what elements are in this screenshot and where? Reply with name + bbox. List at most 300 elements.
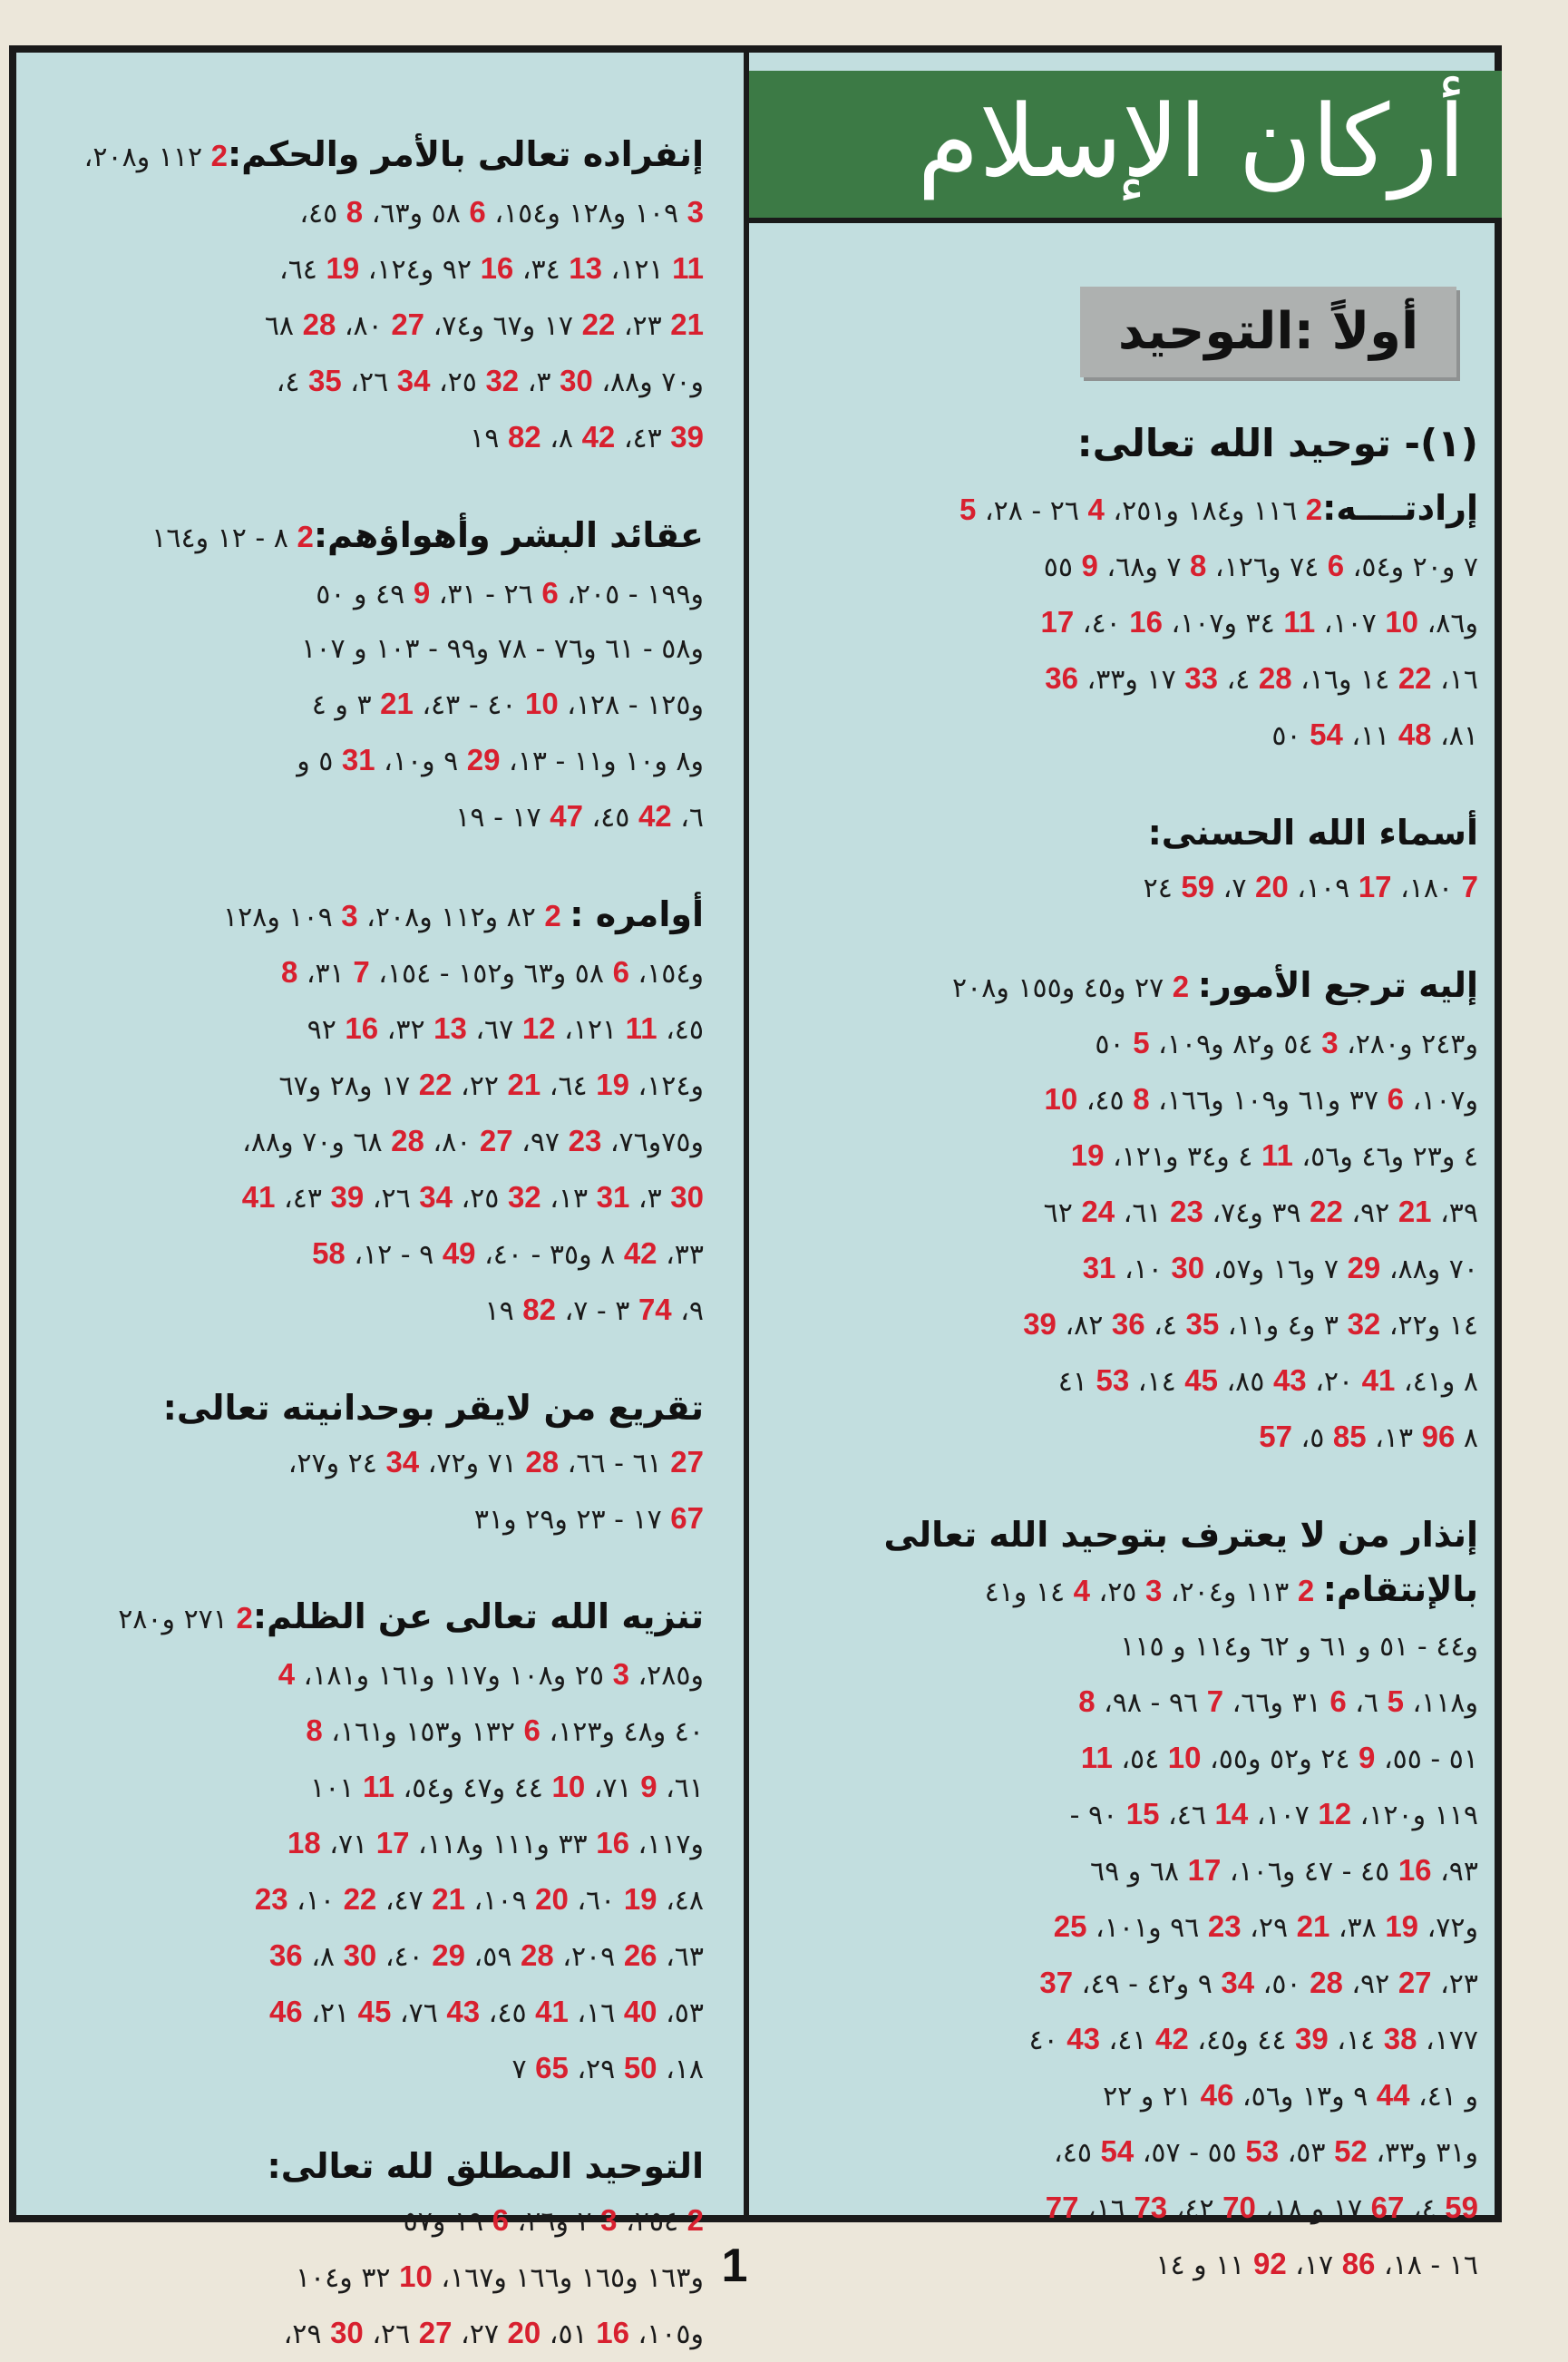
surah-number: 4 <box>1087 493 1105 526</box>
reference-line <box>40 127 704 185</box>
verse-numbers: ٩٦ و١٠١، <box>1086 1912 1208 1944</box>
verse-numbers: ٦١، <box>657 1772 704 1804</box>
surah-number: 39 <box>330 1180 365 1214</box>
verse-numbers: ٢٥٤، <box>617 2206 687 2238</box>
surah-number: 31 <box>341 743 375 776</box>
surah-number: 20 <box>507 2316 541 2349</box>
reference-line <box>773 1620 1478 1674</box>
surah-number: 14 <box>1214 1797 1249 1830</box>
surah-number: 2 <box>687 2203 704 2237</box>
reference-line <box>40 622 704 677</box>
verse-numbers: ٥٠، <box>1254 1968 1310 2000</box>
verse-numbers: و٣١ و٣٣، <box>1367 2137 1478 2169</box>
surah-number: 10 <box>1044 1082 1078 1116</box>
reference-line <box>773 1185 1478 1241</box>
verse-numbers: ١٤، <box>1328 2025 1384 2056</box>
surah-number: 54 <box>1310 717 1343 751</box>
reference-line <box>40 1283 704 1339</box>
verse-numbers: ٦٨ <box>264 310 303 342</box>
verse-numbers: ٤٦، <box>1159 1800 1215 1831</box>
verse-numbers: و٨٦، <box>1418 608 1478 639</box>
surah-number: 39 <box>670 420 704 454</box>
verse-numbers: و١٢٥ - ١٢٨، <box>558 689 704 721</box>
surah-number: 3 <box>687 195 704 229</box>
surah-number: 9 <box>413 576 431 610</box>
surah-number: 46 <box>268 1995 303 2028</box>
verse-numbers: و١٦٣ و١٦٥ و١٦٦ و١٦٧، <box>432 2262 704 2294</box>
surah-number: 21 <box>1296 1909 1330 1943</box>
verse-numbers: ٥٤، <box>1112 1743 1168 1775</box>
verse-numbers: ١٧، <box>1286 2250 1342 2281</box>
verse-numbers: ٢١، <box>302 1997 358 2029</box>
surah-number: 30 <box>560 364 593 397</box>
surah-number: 8 <box>280 955 298 989</box>
surah-number: 29 <box>466 743 501 776</box>
surah-number: 6 <box>1327 549 1345 582</box>
reference-line <box>773 1899 1478 1956</box>
surah-number: 5 <box>1387 1684 1404 1718</box>
verse-numbers: ٨ و٣٥ - ٤٠، <box>475 1239 624 1271</box>
reference-line <box>773 1956 1478 2012</box>
verse-numbers: ٢٥، <box>452 1183 508 1215</box>
surah-number: 42 <box>623 1236 657 1270</box>
verse-numbers: ٩، <box>671 1295 704 1327</box>
surah-number: 16 <box>1398 1853 1432 1887</box>
surah-number: 2 <box>210 139 228 172</box>
surah-number: 12 <box>1318 1797 1352 1830</box>
banner-title: أركان الإسلام <box>917 83 1466 200</box>
verse-numbers: ٧ و٦٨، <box>1097 551 1191 583</box>
reference-line <box>40 1170 704 1226</box>
verse-numbers: ٣١ و٦٦، <box>1223 1687 1330 1719</box>
surah-number: 4 <box>1073 1574 1090 1607</box>
surah-number: 58 <box>312 1236 346 1270</box>
surah-number: 32 <box>485 364 520 397</box>
verse-numbers: ٧، <box>1214 873 1255 904</box>
reference-line <box>773 1128 1478 1185</box>
surah-number: 9 <box>1081 549 1098 582</box>
inline-heading: بالإنتقام: <box>1322 1569 1478 1609</box>
verse-numbers <box>1189 972 1198 1004</box>
verse-numbers: ٤، <box>1144 1310 1186 1342</box>
inline-heading: تنزيه الله تعالى عن الظلم: <box>252 1596 704 1636</box>
surah-number: 8 <box>1133 1082 1150 1116</box>
surah-number: 73 <box>1134 2191 1168 2224</box>
surah-number: 44 <box>1376 2078 1410 2112</box>
surah-number: 53 <box>1245 2134 1280 2168</box>
reference-line <box>773 1562 1478 1620</box>
verse-numbers: و٧٥و٧٦، <box>601 1127 704 1158</box>
verse-numbers: ١٧ و٣٣، <box>1077 664 1185 696</box>
verse-numbers: ١١٦ و١٨٤ و٢٥١، <box>1104 495 1306 527</box>
verse-numbers: ١٣، <box>1366 1422 1422 1454</box>
verse-numbers: و٧٠ و٨٨، <box>592 366 704 398</box>
verse-numbers: ٧٠ و٨٨، <box>1380 1254 1478 1285</box>
verse-numbers: ٩٢ و١٢٤، <box>359 254 481 286</box>
verse-numbers: ١١، <box>1342 720 1398 752</box>
reference-line <box>40 1226 704 1283</box>
verse-numbers: ١٩ <box>484 1295 523 1327</box>
verse-numbers: ١٠٩، <box>1288 873 1359 904</box>
verse-numbers <box>1314 1576 1323 1608</box>
verse-numbers: ٤١ <box>1057 1366 1096 1398</box>
reference-line <box>40 410 704 466</box>
verse-numbers: ٩٠ - <box>1069 1800 1126 1831</box>
verse-numbers: ٤٥، <box>480 1997 536 2029</box>
verse-numbers: ٢٩، <box>1241 1912 1297 1944</box>
verse-numbers: و٢٨٥، <box>628 1660 704 1692</box>
surah-number: 6 <box>492 2203 510 2237</box>
verse-numbers: ٥٠ <box>1095 1029 1134 1060</box>
reference-line <box>40 1816 704 1872</box>
surah-number: 18 <box>287 1826 321 1859</box>
verse-numbers: ٤، <box>1217 664 1259 696</box>
reference-line <box>40 733 704 789</box>
verse-numbers: ٦، <box>1346 1687 1388 1719</box>
reference-line <box>773 860 1478 916</box>
verse-numbers: ٤٤ و٤٥، <box>1188 2025 1295 2056</box>
surah-number: 23 <box>568 1124 602 1157</box>
verse-numbers: ٣١، <box>297 958 354 990</box>
verse-numbers: ١٨، <box>657 2054 704 2085</box>
reference-line <box>40 2041 704 2097</box>
surah-number: 5 <box>959 493 977 526</box>
verse-numbers: ٢٤ و٥٢ و٥٥، <box>1201 1743 1359 1775</box>
surah-number: 17 <box>1040 605 1075 639</box>
surah-number: 25 <box>1053 1909 1087 1943</box>
verse-numbers: ٩ و٤٢ - ٤٩، <box>1073 1968 1222 2000</box>
surah-number: 19 <box>623 1882 657 1916</box>
surah-number: 43 <box>446 1995 481 2028</box>
inline-heading: إرادتــــه: <box>1322 488 1478 528</box>
verse-numbers: ٩٢، <box>1342 1197 1398 1229</box>
surah-number: 46 <box>1200 2078 1234 2112</box>
reference-line <box>40 1058 704 1114</box>
verse-numbers: ٢٣، <box>1431 1968 1478 2000</box>
reference-line <box>773 1353 1478 1410</box>
surah-number: 41 <box>241 1180 276 1214</box>
verse-numbers: ٣٤ و١٠٧، <box>1162 608 1284 639</box>
verse-numbers: ١٧ - ٢٣ و٢٩ و٣١ <box>473 1504 671 1536</box>
surah-number: 70 <box>1222 2191 1256 2224</box>
surah-number: 15 <box>1125 1797 1160 1830</box>
verse-numbers: ٤٨، <box>657 1885 704 1917</box>
surah-number: 3 <box>612 1657 629 1691</box>
verse-numbers: ٧ و١٦ و٥٧، <box>1204 1254 1348 1285</box>
surah-number: 16 <box>1129 605 1163 639</box>
surah-number: 24 <box>1081 1195 1115 1228</box>
verse-numbers: ٧ <box>511 2054 536 2085</box>
verse-numbers: و١١٧، <box>628 1829 704 1860</box>
verse-numbers: ٨٢ و١١٢ و٢٠٨، <box>357 902 545 933</box>
verse-numbers: ٦٤، <box>279 254 326 286</box>
surah-number: 39 <box>1023 1307 1057 1341</box>
verse-numbers: ١٧ - ١٩ <box>455 802 550 834</box>
verse-numbers: ٧ و٢٠ و٥٤، <box>1344 551 1478 583</box>
verse-numbers: ١٧ و٢٨ و٦٧ <box>278 1070 419 1102</box>
verse-numbers: و١٢٤، <box>628 1070 704 1102</box>
surah-number: 42 <box>638 799 672 833</box>
surah-number: 34 <box>396 364 431 397</box>
reference-line <box>773 2124 1478 2181</box>
verse-numbers: ١٠، <box>1115 1254 1172 1285</box>
reference-line <box>773 1016 1478 1072</box>
reference-line <box>773 1410 1478 1466</box>
surah-number: 19 <box>1385 1909 1419 1943</box>
surah-number: 28 <box>391 1124 424 1157</box>
verse-numbers: ٩٢ <box>307 1014 346 1046</box>
verse-numbers: ١٤ و١٦، <box>1291 664 1398 696</box>
surah-number: 36 <box>1045 661 1078 695</box>
verse-numbers: ٩٣، <box>1431 1856 1478 1888</box>
surah-number: 45 <box>357 1995 392 2028</box>
reference-line <box>773 1674 1478 1731</box>
surah-number: 37 <box>1039 1966 1074 1999</box>
verse-numbers: ١٧٧، <box>1417 2025 1478 2056</box>
surah-number: 11 <box>363 1770 394 1803</box>
surah-number: 30 <box>343 1938 377 1972</box>
surah-number: 43 <box>1272 1363 1307 1397</box>
surah-number: 7 <box>1461 870 1478 903</box>
verse-numbers: ٨، <box>302 1941 344 1973</box>
verse-numbers: ٣ - ٧، <box>556 1295 638 1327</box>
verse-numbers: ٤٥، <box>1077 1085 1134 1117</box>
surah-number: 4 <box>278 1657 296 1691</box>
reference-line <box>40 354 704 410</box>
surah-number: 34 <box>385 1445 420 1479</box>
verse-numbers: ٤٠ <box>1028 2025 1067 2056</box>
reference-line <box>773 595 1478 651</box>
verse-numbers: ١٩ <box>470 423 508 454</box>
verse-numbers: ٦٨ و ٦٩ <box>1090 1856 1188 1888</box>
verse-numbers: و ٤١، <box>1409 2081 1478 2113</box>
verse-numbers: ٦، <box>671 802 704 834</box>
verse-numbers: ٦٢ <box>1043 1197 1082 1229</box>
verse-numbers: ١٤ و٢٢، <box>1380 1310 1478 1342</box>
reference-line <box>40 1114 704 1170</box>
title-banner <box>749 71 1502 223</box>
reference-line <box>40 1435 704 1491</box>
verse-numbers: ٤٠ و٤٨ و١٢٣، <box>540 1716 704 1748</box>
verse-numbers: ١٩ و٥٧ <box>403 2206 492 2238</box>
verse-numbers: ٣٢ و١٠٤ <box>295 2262 400 2294</box>
verse-numbers: ١٠٩، <box>465 1885 536 1917</box>
index-section <box>773 805 1478 916</box>
verse-numbers: ٦٧، <box>466 1014 522 1046</box>
section-subheading: أولاً :التوحيد <box>1080 287 1456 377</box>
index-section <box>40 127 704 466</box>
verse-numbers: ٤٣، <box>275 1183 331 1215</box>
verse-numbers: ٤٢، <box>1167 2193 1223 2225</box>
verse-numbers: ٣٢، <box>378 1014 434 1046</box>
page-number: 1 <box>721 2240 748 2292</box>
book-page <box>9 45 1502 2350</box>
reference-line <box>40 1985 704 2041</box>
surah-number: 92 <box>1252 2247 1287 2280</box>
surah-number: 16 <box>480 251 514 285</box>
surah-number: 41 <box>535 1995 569 2028</box>
verse-numbers: ٢٦، <box>364 1183 420 1215</box>
verse-numbers: ٥٨ و٦٣ و١٥٢ - ١٥٤، <box>369 958 613 990</box>
verse-numbers: ١٠١ <box>310 1772 364 1804</box>
inline-heading: إنفراده تعالى بالأمر والحكم: <box>227 134 704 174</box>
verse-numbers: ٣٣، <box>657 1239 704 1271</box>
index-section <box>40 1381 704 1547</box>
left-column <box>16 53 744 2350</box>
verse-numbers: ٩٧، <box>512 1127 569 1158</box>
verse-numbers: ٧١، <box>320 1829 376 1860</box>
verse-numbers: ٤٥، <box>657 1014 704 1046</box>
surah-number: 2 <box>544 899 561 932</box>
verse-numbers: ٥٥ - ٥٧، <box>1134 2137 1246 2169</box>
surah-number: 31 <box>1082 1251 1116 1284</box>
index-section <box>40 508 704 845</box>
right-sections <box>773 481 1478 2293</box>
surah-number: 8 <box>346 195 364 229</box>
surah-number: 35 <box>308 364 342 397</box>
verse-numbers: ٢٠، <box>1306 1366 1362 1398</box>
surah-number: 28 <box>525 1445 560 1479</box>
verse-numbers: ٤٧، <box>376 1885 433 1917</box>
verse-numbers: ٢٣، <box>615 310 671 342</box>
surah-number: 11 <box>672 251 704 285</box>
verse-numbers: ١٦، <box>568 1997 624 2029</box>
surah-number: 21 <box>380 687 414 720</box>
verse-numbers: ٨٢، <box>1056 1310 1112 1342</box>
surah-number: 50 <box>623 2051 657 2084</box>
surah-number: 7 <box>1206 1684 1224 1718</box>
surah-number: 30 <box>1171 1251 1205 1284</box>
verse-numbers: ٣٩، <box>1431 1197 1478 1229</box>
verse-numbers: ٢ و٢٦، <box>509 2206 601 2238</box>
reference-line <box>773 1241 1478 1297</box>
surah-number: 2 <box>1305 493 1323 526</box>
verse-numbers: ٣٩ و٧٤، <box>1203 1197 1310 1229</box>
surah-number: 57 <box>1259 1420 1292 1453</box>
surah-number: 28 <box>1258 661 1292 695</box>
verse-numbers: ١٠٧، <box>1315 608 1386 639</box>
verse-numbers: ٢٩، <box>568 2054 624 2085</box>
verse-numbers: ٤٥، <box>582 802 638 834</box>
surah-number: 27 <box>670 1445 704 1479</box>
surah-number: 32 <box>507 1180 541 1214</box>
verse-numbers: ٢٧١ و٢٨٠ <box>118 1604 237 1635</box>
surah-number: 19 <box>326 251 360 285</box>
surah-number: 36 <box>268 1938 303 1972</box>
surah-number: 3 <box>600 2203 618 2237</box>
surah-number: 67 <box>670 1501 704 1535</box>
surah-number: 59 <box>1181 870 1215 903</box>
verse-numbers: ٢٠٩، <box>553 1941 624 1973</box>
surah-number: 21 <box>670 307 704 341</box>
verse-numbers: ٦١، <box>1115 1197 1171 1229</box>
surah-number: 20 <box>1254 870 1289 903</box>
surah-number: 27 <box>391 307 425 341</box>
surah-number: 28 <box>521 1938 554 1972</box>
surah-number: 8 <box>306 1713 323 1747</box>
surah-number: 35 <box>1185 1307 1220 1341</box>
verse-numbers: ٨٠، <box>336 310 392 342</box>
surah-number: 6 <box>1329 1684 1347 1718</box>
surah-number: 38 <box>1383 2022 1417 2055</box>
index-section <box>773 958 1478 1466</box>
verse-numbers: ١٧ و ١٨، <box>1255 2193 1371 2225</box>
reference-line <box>773 2181 1478 2237</box>
verse-numbers: ١٠٩ و١٢٨ و١٥٤، <box>485 198 687 229</box>
surah-number: 9 <box>640 1770 657 1803</box>
reference-line <box>773 651 1478 708</box>
surah-number: 22 <box>418 1068 453 1101</box>
surah-number: 34 <box>1221 1966 1255 1999</box>
verse-numbers: ٤٥، <box>299 198 346 229</box>
reference-line <box>773 708 1478 764</box>
verse-numbers: ٤٥، <box>1054 2137 1101 2169</box>
verse-numbers: و١٠٥، <box>628 2318 704 2350</box>
surah-number: 86 <box>1341 2247 1376 2280</box>
verse-numbers: ١٧ و٦٧ و٧٤، <box>424 310 582 342</box>
reference-line <box>40 1928 704 1985</box>
verse-numbers: ٥٣، <box>657 1997 704 2029</box>
verse-numbers: ٣٧ و٦١ و١٠٩ و١٦٦، <box>1149 1085 1388 1117</box>
verse-numbers: ١٠، <box>287 1885 344 1917</box>
surah-number: 23 <box>254 1882 288 1916</box>
verse-numbers: ٥١، <box>541 2318 597 2350</box>
surah-number: 96 <box>1421 1420 1456 1453</box>
surah-number: 29 <box>432 1938 465 1972</box>
verse-numbers <box>561 902 570 933</box>
surah-number: 6 <box>541 576 559 610</box>
verse-numbers: و١٠٧، <box>1403 1085 1478 1117</box>
surah-number: 3 <box>341 899 358 932</box>
reference-line <box>40 2193 704 2250</box>
verse-numbers: ٦١ - ٦٦، <box>559 1448 671 1479</box>
surah-number: 34 <box>419 1180 453 1214</box>
index-section <box>773 1508 1478 2293</box>
reference-line <box>40 566 704 622</box>
inline-heading: إليه ترجع الأمور: <box>1197 965 1478 1005</box>
surah-number: 39 <box>1295 2022 1329 2055</box>
surah-number: 2 <box>1172 970 1190 1003</box>
surah-number: 8 <box>1190 549 1207 582</box>
surah-number: 21 <box>432 1882 465 1916</box>
verse-numbers: ١٣، <box>541 1183 597 1215</box>
surah-number: 27 <box>479 1124 513 1157</box>
verse-numbers: ٤ و٢٣ و٤٦ و٥٦، <box>1292 1141 1478 1173</box>
verse-numbers: ٤٣، <box>615 423 671 454</box>
verse-numbers: ٩٦ - ٩٨، <box>1095 1687 1207 1719</box>
reference-line <box>773 2068 1478 2124</box>
verse-numbers: و١٩٩ - ٢٠٥، <box>558 579 704 610</box>
surah-number: 30 <box>330 2316 364 2349</box>
surah-number: 13 <box>569 251 602 285</box>
verse-numbers: ٥ و <box>297 746 342 777</box>
verse-numbers: ٤٩ و ٥٠ <box>316 579 414 610</box>
verse-numbers: ٤٥ - ٤٧ و١٠٦، <box>1221 1856 1398 1888</box>
verse-numbers: ١١٩ و١٢٠، <box>1351 1800 1478 1831</box>
surah-number: 10 <box>551 1770 586 1803</box>
surah-number: 10 <box>1167 1741 1202 1774</box>
verse-numbers: ١٤، <box>1129 1366 1185 1398</box>
surah-number: 22 <box>343 1882 377 1916</box>
surah-number: 27 <box>1398 1966 1432 1999</box>
verse-numbers: ١١٣ و٢٠٤، <box>1162 1576 1298 1608</box>
section-heading: التوحيد المطلق لله تعالى: <box>267 2146 704 2186</box>
right-column-body <box>773 415 1478 2335</box>
surah-number: 53 <box>1096 1363 1130 1397</box>
verse-numbers: ١٢١، <box>602 254 673 286</box>
reference-line <box>40 185 704 241</box>
reference-line <box>773 2237 1478 2293</box>
